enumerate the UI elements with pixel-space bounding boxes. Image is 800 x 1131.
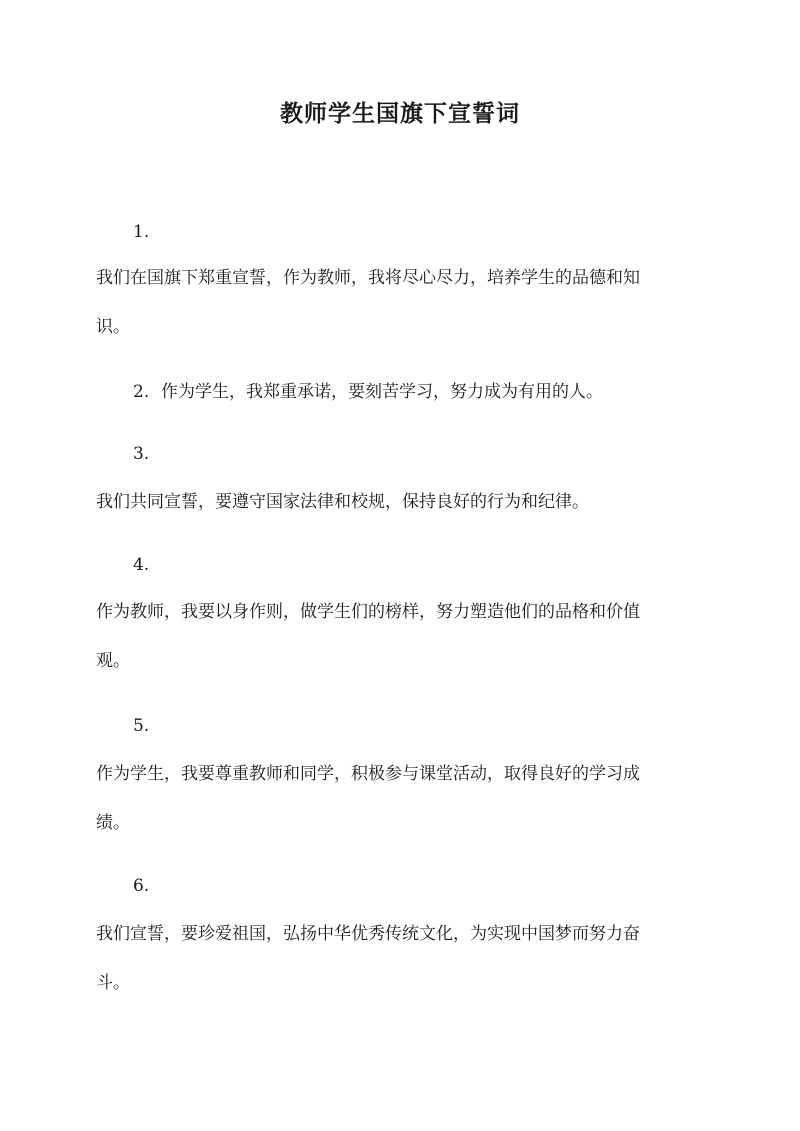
item-6-text-line-2: 斗。	[96, 973, 130, 993]
item-1-number: 1.	[133, 222, 150, 242]
item-5-number: 5.	[133, 716, 150, 736]
item-6-text-line-1: 我们宣誓，要珍爱祖国，弘扬中华优秀传统文化，为实现中国梦而努力奋	[96, 924, 640, 944]
item-1-text-line-2: 识。	[96, 317, 130, 337]
item-1-text-line-1: 我们在国旗下郑重宣誓，作为教师，我将尽心尽力，培养学生的品德和知	[96, 268, 640, 288]
item-2-number: 2.	[133, 382, 150, 402]
item-4-number: 4.	[133, 555, 150, 575]
item-3-text-line-1: 我们共同宣誓，要遵守国家法律和校规，保持良好的行为和纪律。	[96, 492, 589, 512]
item-3-number: 3.	[133, 444, 150, 464]
item-5-text-line-2: 绩。	[96, 813, 130, 833]
document-title: 教师学生国旗下宣誓词	[280, 100, 520, 127]
item-4-text-line-1: 作为教师，我要以身作则，做学生们的榜样，努力塑造他们的品格和价值	[96, 602, 640, 622]
item-2-text: 作为学生，我郑重承诺，要刻苦学习，努力成为有用的人。	[161, 382, 603, 402]
item-4-text-line-2: 观。	[96, 651, 130, 671]
item-5-text-line-1: 作为学生，我要尊重教师和同学，积极参与课堂活动，取得良好的学习成	[96, 764, 640, 784]
item-6-number: 6.	[133, 876, 150, 896]
